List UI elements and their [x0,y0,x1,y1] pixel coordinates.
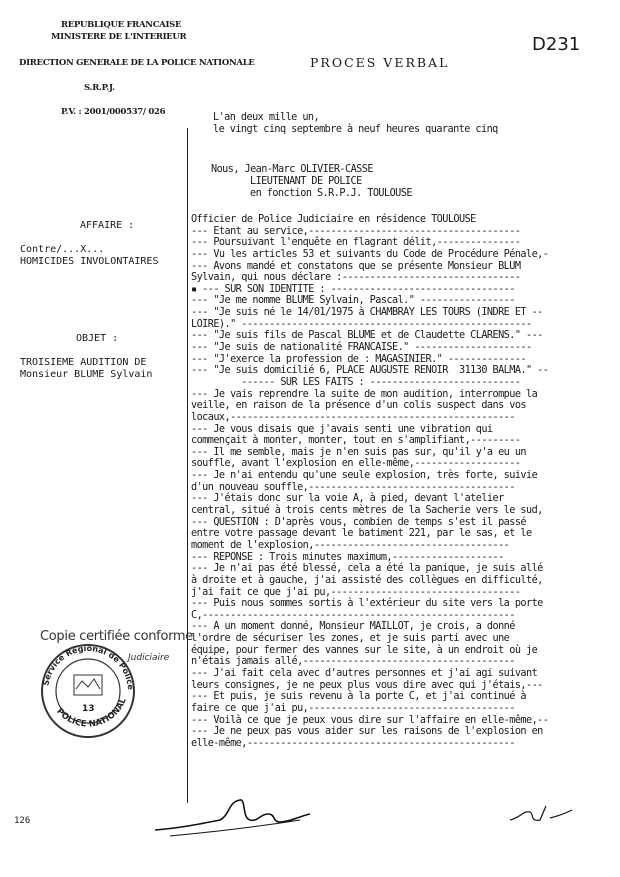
affaire-label: AFFAIRE : [80,220,135,231]
statement-line: à droite et à gauche, j'ai assisté des collègues en difficulté, [191,574,543,586]
statement-body [191,214,601,749]
statement-line: --- "Je suis fils de Pascal BLUME et de Claudette CLARENS." --- [191,330,543,342]
date-line-1: L'an deux mille un, [213,112,320,123]
statement-line: --- Je n'ai entendu qu'une seule explosion, très forte, suivie [191,470,538,482]
statement-line: LOIRE)." ---------------------------------------------------- [191,318,532,330]
objet-line-1: TROISIEME AUDITION DE [20,357,147,368]
header-direction: DIRECTION GENERALE DE LA POLICE NATIONALE [19,58,255,68]
statement-line: j'ai fait ce que j'ai pu,---------------------------------- [191,586,521,598]
signature-officer [150,790,320,845]
statement-line: souffle, avant l'explosion en elle-même,------------------- [191,458,521,470]
date-line-2: le vingt cinq septembre à neuf heures quarante cinq [213,124,498,135]
statement-line: --- Etant au service,-------------------------------------- [191,225,521,237]
statement-line: --- Je n'ai pas été blessé, cela a été la panique, je suis allé [191,563,543,575]
statement-line: équipe, pour fermer des vannes sur le site, à un endroit où je [191,644,538,656]
statement-line: n'étais jamais allé,-------------------------------------- [191,656,515,668]
statement-line: --- A un moment donné, Monsieur MAILLOT, je crois, a donné [191,621,515,633]
statement-line: --- Il me semble, mais je n'en suis pas sur, qu'il y'a eu un [191,446,527,458]
statement-line: --- QUESTION : D'après vous, combien de temps s'est il passé [191,516,527,528]
page-title: PROCES VERBAL [310,55,450,70]
statement-line: --- "Je suis domicilié 6, PLACE AUGUSTE RENOIR 31130 BALMA." -- [191,365,549,377]
statement-line: --- Puis nous sommes sortis à l'extérieur du site vers la porte [191,598,543,610]
statement-line: commençait à monter, monter, tout en s'amplifiant,--------- [191,435,521,447]
statement-line: ▪ --- SUR SON IDENTITE : --------------------------------- [191,283,515,295]
statement-line: C,-------------------------------------------------------- [191,609,515,621]
statement-line: --- "Je suis né le 14/01/1975 à CHAMBRAY LES TOURS (INDRE ET -- [191,307,543,319]
statement-line: --- Je vais reprendre la suite de mon audition, interrompue la [191,388,538,400]
statement-line: locaux,--------------------------------------------------- [191,411,515,423]
certification-stamp [18,623,188,773]
statement-line: --- Vu les articles 53 et suivants du Code de Procédure Pénale,- [191,248,549,260]
statement-line: --- Je vous disais que j'avais senti une vibration qui [191,423,493,435]
statement-line: leurs consignes, je ne peux plus vous dire avec qui j'étais,--- [191,679,543,691]
statement-line: elle-même,------------------------------------------------ [191,737,515,749]
header-service: S.R.P.J. [84,83,115,93]
statement-line: --- "J'exerce la profession de : MAGASINIER." -------------- [191,353,527,365]
affaire-line-1: Contre/...X... [20,244,105,255]
page-number: 126 [14,816,31,826]
statement-line: central, situé à trois cents mètres de la Sacherie vers le sud, [191,505,543,517]
objet-line-2: Monsieur BLUME Sylvain [20,369,153,380]
officer-function: en fonction S.R.P.J. TOULOUSE [250,188,412,199]
statement-line: ------ SUR LES FAITS : --------------------------- [191,376,521,388]
statement-line: faire ce que j'ai pu,------------------------------------- [191,702,515,714]
doc-code: D231 [532,34,581,55]
statement-line: d'un nouveau souffle,------------------------------------- [191,481,515,493]
statement-line: --- Voilà ce que je peux vous dire sur l'affaire en elle-même,-- [191,714,549,726]
statement-line: l'ordre de sécuriser les zones, et je suis parti avec une [191,633,510,645]
objet-label: OBJET : [76,333,119,344]
stamp-copie: Copie certifiée conforme [40,629,193,644]
header-ministry: MINISTERE DE L'INTERIEUR [51,32,187,42]
officer-grade: LIEUTENANT DE POLICE [250,176,362,187]
svg-text:POLICE NATIONALE: POLICE NATIONAL [54,696,129,730]
statement-line: Officier de Police Judiciaire en résidence TOULOUSE [191,214,476,225]
stamp-judiciaire: Judiciaire [128,653,170,663]
pv-number: P.V. : 2001/000537/ 026 [61,107,166,117]
statement-line: veille, en raison de la présence d'un colis suspect dans vos [191,400,527,412]
svg-text:13: 13 [82,704,95,714]
statement-line: entre votre passage devant le batiment 221, par le sas, et le [191,528,532,540]
affaire-line-2: HOMICIDES INVOLONTAIRES [20,256,159,267]
statement-line: --- Poursuivant l'enquête en flagrant délit,--------------- [191,237,521,249]
officer-name: Nous, Jean-Marc OLIVIER-CASSE [211,164,373,175]
statement-line: --- Je ne peux pas vous aider sur les raisons de l'explosion en [191,726,543,738]
statement-line: Sylvain, qui nous déclare :-------------------------------- [191,272,521,284]
round-stamp-icon [18,623,188,773]
statement-line: --- "Je me nomme BLUME Sylvain, Pascal." ----------------- [191,295,515,307]
statement-line: moment de l'explosion,----------------------------------- [191,539,510,551]
svg-text:Service Régional de Police: Service Régional de Police [41,643,136,691]
statement-line: --- "Je suis de nationalité FRANCAISE." --------------------- [191,342,532,354]
statement-line: --- J'étais donc sur la voie A, à pied, devant l'atelier [191,493,504,505]
signature-witness [500,800,580,830]
statement-line: --- Et puis, je suis revenu à la porte C, et j'ai continué à [191,691,527,703]
header-republic: REPUBLIQUE FRANCAISE [61,20,182,30]
statement-line: --- REPONSE : Trois minutes maximum,-------------------- [191,551,504,563]
statement-line: --- J'ai fait cela avec d'autres personnes et j'ai agi suivant [191,667,538,679]
statement-line: --- Avons mandé et constatons que se présente Monsieur BLUM [191,260,521,272]
